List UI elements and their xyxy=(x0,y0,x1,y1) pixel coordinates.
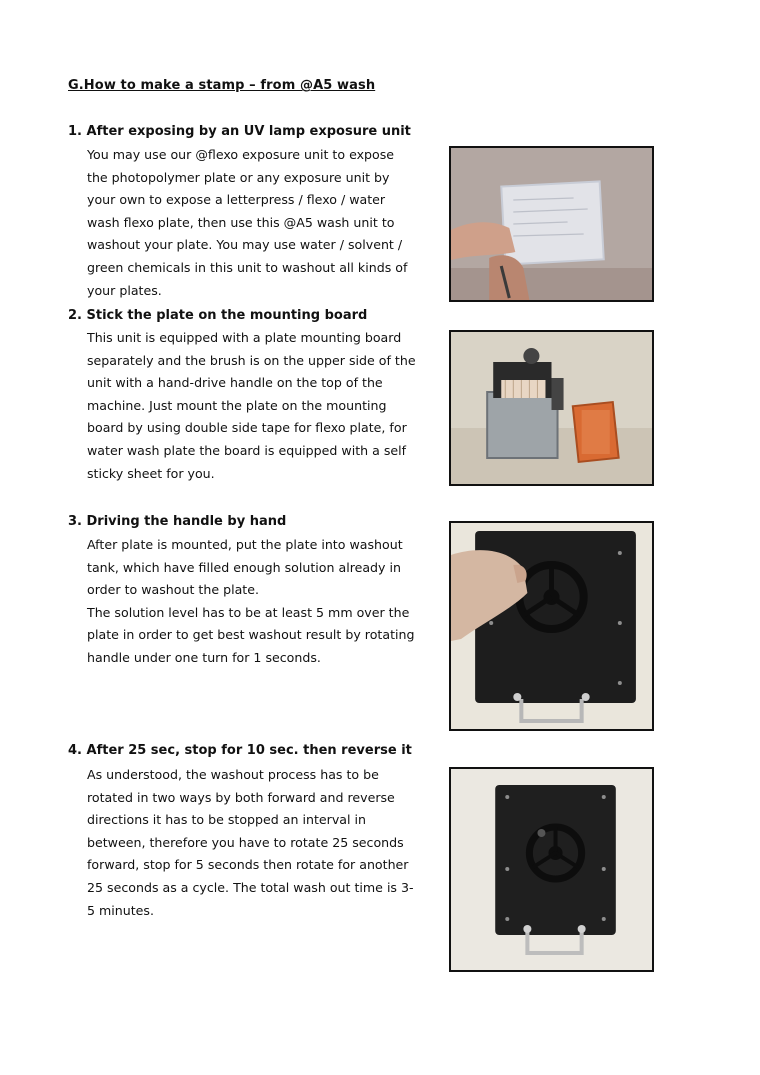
washout-unit-image xyxy=(451,332,652,484)
page-title: G.How to make a stamp – from @A5 wash xyxy=(68,78,376,93)
step-1-heading: 1. After exposing by an UV lamp exposure unit xyxy=(68,124,411,139)
hand-turning-handwheel-image xyxy=(451,523,652,729)
step-2-body xyxy=(87,327,417,485)
step-2-paragraph: This unit is equipped with a plate mounting board separately and the brush is on the upper side of the unit with a hand-drive handle on the top of the machine. Just mount the plate on the mounting board by using double side tape for flexo plate, for water wash plate the board is equipped with a self sticky sheet for you. xyxy=(87,330,416,481)
step-4-heading: 4. After 25 sec, stop for 10 sec. then reverse it xyxy=(68,743,412,758)
handwheel-top-view-image xyxy=(451,769,652,970)
step-4-photo xyxy=(449,767,654,972)
step-3-paragraph-2: The solution level has to be at least 5 mm over the plate in order to get best washout result by rotating handle under one turn for 1 seconds. xyxy=(87,604,415,665)
step-3-photo xyxy=(449,521,654,731)
step-2-heading: 2. Stick the plate on the mounting board xyxy=(68,308,368,323)
step-3-paragraph-1: After plate is mounted, put the plate into washout tank, which have filled enough solution already in order to washout the plate. xyxy=(87,537,403,598)
step-1-paragraph: You may use our @flexo exposure unit to expose the photopolymer plate or any exposure unit by your own to expose a letterpress / flexo / water wash flexo plate, then use this @A5 wash unit to washout your plate. You may use water / solvent / green chemicals in this unit to washout all kinds of your plates. xyxy=(87,147,408,298)
hands-holding-plate-image xyxy=(451,148,652,300)
step-4-paragraph: As understood, the washout process has to be rotated in two ways by both forward and reverse directions it has to be stopped an interval in between, therefore you have to rotate 25 seconds forward, stop for 5 seconds then rotate for another 25 seconds as a cycle. The total wash out time is 3-5 minutes. xyxy=(87,767,414,918)
step-2-photo xyxy=(449,330,654,486)
step-4-body xyxy=(87,764,417,922)
step-1-photo xyxy=(449,146,654,302)
step-3-body xyxy=(87,534,417,670)
step-3-heading: 3. Driving the handle by hand xyxy=(68,514,287,529)
step-1-body xyxy=(87,144,417,302)
